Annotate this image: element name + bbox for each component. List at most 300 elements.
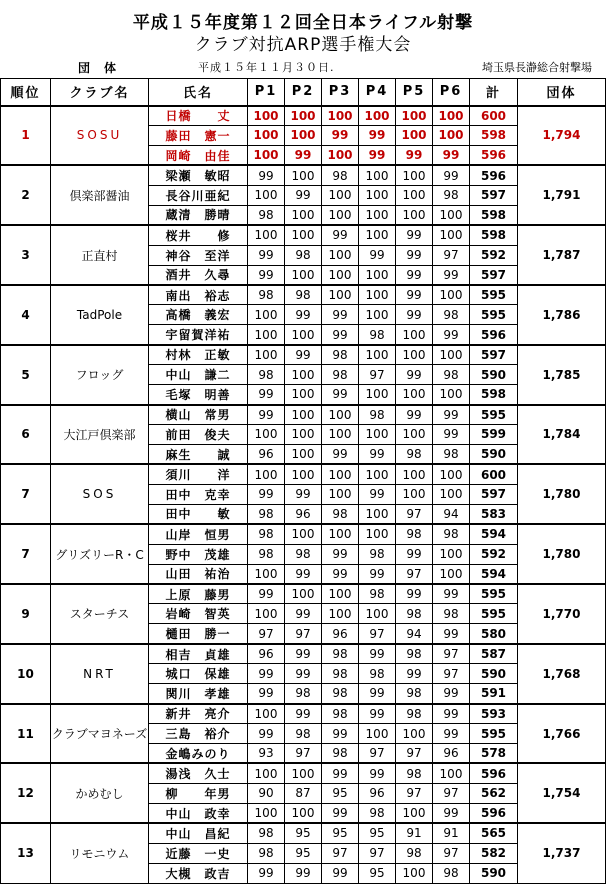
score-p2: 87: [285, 783, 322, 803]
score-p4: 100: [359, 524, 396, 544]
score-p6: 99: [433, 325, 470, 345]
shooter-name: 岡崎 由佳: [149, 145, 248, 165]
score-p1: 96: [248, 644, 285, 664]
shooter-total: 595: [470, 405, 518, 425]
shooter-name: 湯浅 久士: [149, 763, 248, 783]
score-p5: 99: [396, 265, 433, 285]
shooter-name: 城口 保雄: [149, 664, 248, 684]
score-p3: 100: [322, 265, 359, 285]
shooter-total: 562: [470, 783, 518, 803]
score-p2: 95: [285, 843, 322, 863]
team-total: 1,770: [518, 584, 606, 644]
shooter-total: 565: [470, 823, 518, 843]
score-p4: 100: [359, 385, 396, 405]
score-p3: 99: [322, 444, 359, 464]
score-p5: 100: [396, 484, 433, 504]
score-p4: 97: [359, 624, 396, 644]
team-rank: 6: [1, 405, 51, 465]
score-p2: 100: [285, 385, 322, 405]
event-date: 平成１５年１１月３０日.: [198, 61, 335, 74]
score-p2: 97: [285, 624, 322, 644]
shooter-name: 毛塚 明善: [149, 385, 248, 405]
score-p5: 99: [396, 365, 433, 385]
shooter-total: 596: [470, 145, 518, 165]
score-p1: 99: [248, 484, 285, 504]
shooter-total: 600: [470, 106, 518, 126]
table-row: [1, 763, 606, 783]
score-p5: 98: [396, 684, 433, 704]
score-p4: 99: [359, 145, 396, 165]
score-p1: 98: [248, 365, 285, 385]
team-rank: 5: [1, 345, 51, 405]
header-p1: P1: [248, 79, 285, 106]
score-p5: 99: [396, 225, 433, 245]
score-p5: 98: [396, 444, 433, 464]
score-p3: 99: [322, 803, 359, 823]
score-p2: 98: [285, 285, 322, 305]
score-p2: 99: [285, 644, 322, 664]
table-row: [1, 823, 606, 843]
score-p2: 100: [285, 165, 322, 185]
score-p1: 96: [248, 444, 285, 464]
score-p5: 97: [396, 783, 433, 803]
shooter-total: 578: [470, 744, 518, 764]
score-p1: 99: [248, 584, 285, 604]
score-p4: 100: [359, 106, 396, 126]
header-p2: P2: [285, 79, 322, 106]
score-p3: 98: [322, 644, 359, 664]
score-p1: 100: [248, 704, 285, 724]
score-p4: 99: [359, 245, 396, 265]
score-p4: 100: [359, 345, 396, 365]
team-club-name: かめむし: [51, 763, 149, 823]
score-p3: 95: [322, 783, 359, 803]
score-p2: 99: [285, 704, 322, 724]
shooter-name: 神谷 至洋: [149, 245, 248, 265]
score-p1: 99: [248, 724, 285, 744]
score-p2: 98: [285, 544, 322, 564]
shooter-name: 前田 俊夫: [149, 425, 248, 445]
score-p1: 97: [248, 624, 285, 644]
team-club-name: NRT: [51, 644, 149, 704]
team-rank: 4: [1, 285, 51, 345]
shooter-name: 新井 亮介: [149, 704, 248, 724]
score-p3: 100: [322, 185, 359, 205]
score-p5: 100: [396, 106, 433, 126]
score-p3: 100: [322, 106, 359, 126]
score-p1: 99: [248, 385, 285, 405]
header-p4: P4: [359, 79, 396, 106]
shooter-name: 酒井 久尋: [149, 265, 248, 285]
score-p6: 98: [433, 604, 470, 624]
team-total: 1,780: [518, 464, 606, 524]
score-p2: 100: [285, 425, 322, 445]
score-p1: 98: [248, 544, 285, 564]
team-rank: 13: [1, 823, 51, 883]
header-name: 氏名: [149, 79, 248, 106]
score-p3: 98: [322, 365, 359, 385]
shooter-name: 岩崎 智英: [149, 604, 248, 624]
team-total: 1,737: [518, 823, 606, 883]
shooter-total: 596: [470, 165, 518, 185]
score-p6: 99: [433, 425, 470, 445]
score-p6: 100: [433, 544, 470, 564]
score-p5: 98: [396, 524, 433, 544]
score-p2: 96: [285, 504, 322, 524]
score-p6: 98: [433, 863, 470, 883]
shooter-total: 596: [470, 803, 518, 823]
team-total: 1,791: [518, 165, 606, 225]
score-p2: 95: [285, 823, 322, 843]
shooter-name: 中山 謙二: [149, 365, 248, 385]
score-p4: 99: [359, 763, 396, 783]
score-p6: 96: [433, 744, 470, 764]
score-p2: 100: [285, 584, 322, 604]
shooter-name: 大槻 政吉: [149, 863, 248, 883]
score-p1: 100: [248, 305, 285, 325]
score-p2: 100: [285, 405, 322, 425]
shooter-name: 近藤 一史: [149, 843, 248, 863]
score-p2: 100: [285, 365, 322, 385]
score-p4: 100: [359, 165, 396, 185]
score-p6: 99: [433, 624, 470, 644]
score-p3: 98: [322, 744, 359, 764]
shooter-total: 590: [470, 444, 518, 464]
score-p6: 100: [433, 484, 470, 504]
score-p3: 100: [322, 285, 359, 305]
table-row: [1, 644, 606, 664]
score-p4: 100: [359, 265, 396, 285]
score-p6: 100: [433, 285, 470, 305]
score-p4: 100: [359, 425, 396, 445]
shooter-total: 597: [470, 265, 518, 285]
team-total: 1,780: [518, 524, 606, 584]
shooter-name: 長谷川亜紀: [149, 185, 248, 205]
score-p3: 100: [322, 405, 359, 425]
shooter-total: 595: [470, 305, 518, 325]
header-row: [1, 79, 606, 106]
score-p1: 100: [248, 185, 285, 205]
score-p3: 98: [322, 704, 359, 724]
score-p1: 98: [248, 205, 285, 225]
table-row: [1, 405, 606, 425]
score-p3: 98: [322, 504, 359, 524]
score-p5: 97: [396, 744, 433, 764]
shooter-name: 柳 年男: [149, 783, 248, 803]
results-body: [1, 106, 606, 884]
team-club-name: クラブマヨネーズ: [51, 704, 149, 764]
score-p2: 100: [285, 524, 322, 544]
score-p4: 97: [359, 365, 396, 385]
score-p6: 100: [433, 205, 470, 225]
score-p4: 99: [359, 644, 396, 664]
score-p4: 99: [359, 484, 396, 504]
shooter-name: 田中 克幸: [149, 484, 248, 504]
score-p1: 99: [248, 863, 285, 883]
score-p6: 91: [433, 823, 470, 843]
team-club-name: スターチス: [51, 584, 149, 644]
score-p1: 100: [248, 564, 285, 584]
score-p4: 98: [359, 803, 396, 823]
score-p4: 99: [359, 564, 396, 584]
score-p1: 98: [248, 823, 285, 843]
shooter-total: 596: [470, 763, 518, 783]
score-p3: 100: [322, 524, 359, 544]
score-p2: 100: [285, 803, 322, 823]
score-p6: 99: [433, 584, 470, 604]
shooter-name: 山岸 恒男: [149, 524, 248, 544]
shooter-name: 中山 昌紀: [149, 823, 248, 843]
table-row: [1, 225, 606, 245]
score-p6: 99: [433, 704, 470, 724]
score-p5: 98: [396, 704, 433, 724]
shooter-name: 三島 裕介: [149, 724, 248, 744]
score-p5: 98: [396, 644, 433, 664]
score-p6: 97: [433, 644, 470, 664]
shooter-total: 598: [470, 385, 518, 405]
score-p4: 100: [359, 225, 396, 245]
score-p3: 100: [322, 425, 359, 445]
score-p2: 100: [285, 225, 322, 245]
score-p4: 98: [359, 405, 396, 425]
score-p2: 100: [285, 125, 322, 145]
score-p3: 95: [322, 823, 359, 843]
score-p5: 97: [396, 504, 433, 524]
shooter-name: 蔵清 勝晴: [149, 205, 248, 225]
score-p4: 96: [359, 783, 396, 803]
table-row: [1, 285, 606, 305]
score-p4: 100: [359, 464, 396, 484]
score-p6: 100: [433, 564, 470, 584]
score-p6: 98: [433, 524, 470, 544]
score-p3: 98: [322, 165, 359, 185]
score-p1: 100: [248, 225, 285, 245]
score-p6: 99: [433, 145, 470, 165]
shooter-name: 日橋 丈: [149, 106, 248, 126]
score-p2: 100: [285, 763, 322, 783]
shooter-total: 595: [470, 724, 518, 744]
score-p1: 100: [248, 464, 285, 484]
score-p2: 100: [285, 325, 322, 345]
score-p6: 100: [433, 345, 470, 365]
score-p1: 98: [248, 843, 285, 863]
event-venue: 埼玉県長瀞総合射撃場: [482, 61, 592, 74]
score-p1: 100: [248, 803, 285, 823]
table-row: [1, 165, 606, 185]
shooter-total: 590: [470, 365, 518, 385]
table-row: [1, 464, 606, 484]
score-p4: 95: [359, 823, 396, 843]
shooter-name: 相吉 貞雄: [149, 644, 248, 664]
score-p3: 99: [322, 763, 359, 783]
score-p4: 97: [359, 744, 396, 764]
score-p2: 99: [285, 345, 322, 365]
score-p3: 100: [322, 205, 359, 225]
score-p6: 99: [433, 684, 470, 704]
team-total: 1,754: [518, 763, 606, 823]
team-total: 1,787: [518, 225, 606, 285]
shooter-name: 山田 祐治: [149, 564, 248, 584]
score-p2: 99: [285, 145, 322, 165]
shooter-total: 580: [470, 624, 518, 644]
team-total: 1,794: [518, 106, 606, 166]
shooter-name: 金嶋みのり: [149, 744, 248, 764]
team-rank: 9: [1, 584, 51, 644]
score-p2: 98: [285, 245, 322, 265]
score-p3: 99: [322, 564, 359, 584]
score-p1: 99: [248, 405, 285, 425]
score-p6: 97: [433, 843, 470, 863]
shooter-name: 中山 政幸: [149, 803, 248, 823]
score-p5: 100: [396, 345, 433, 365]
shooter-total: 598: [470, 205, 518, 225]
score-p2: 99: [285, 604, 322, 624]
header-team: 団体: [518, 79, 606, 106]
score-p5: 100: [396, 165, 433, 185]
shooter-name: 村林 正敏: [149, 345, 248, 365]
header-p6: P6: [433, 79, 470, 106]
score-p3: 99: [322, 225, 359, 245]
score-p6: 99: [433, 803, 470, 823]
score-p4: 99: [359, 125, 396, 145]
score-p4: 100: [359, 305, 396, 325]
shooter-total: 598: [470, 125, 518, 145]
team-club-name: 倶楽部醤油: [51, 165, 149, 225]
score-p5: 99: [396, 305, 433, 325]
score-p3: 100: [322, 464, 359, 484]
score-p3: 99: [322, 385, 359, 405]
score-p3: 99: [322, 325, 359, 345]
shooter-total: 595: [470, 584, 518, 604]
team-club-name: 正直村: [51, 225, 149, 285]
score-p1: 100: [248, 145, 285, 165]
score-p5: 99: [396, 405, 433, 425]
score-p5: 100: [396, 863, 433, 883]
score-p4: 98: [359, 544, 396, 564]
score-p6: 98: [433, 365, 470, 385]
shooter-name: 樋田 勝一: [149, 624, 248, 644]
shooter-total: 582: [470, 843, 518, 863]
score-p6: 97: [433, 245, 470, 265]
score-p5: 100: [396, 425, 433, 445]
shooter-total: 596: [470, 325, 518, 345]
team-total: 1,766: [518, 704, 606, 764]
shooter-total: 600: [470, 464, 518, 484]
shooter-name: 田中 敏: [149, 504, 248, 524]
score-p3: 99: [322, 863, 359, 883]
header-rank: 順位: [1, 79, 51, 106]
shooter-name: 麻生 誠: [149, 444, 248, 464]
shooter-total: 587: [470, 644, 518, 664]
shooter-total: 597: [470, 185, 518, 205]
score-p2: 99: [285, 564, 322, 584]
team-club-name: フロッグ: [51, 345, 149, 405]
score-p6: 94: [433, 504, 470, 524]
score-p4: 99: [359, 704, 396, 724]
shooter-total: 592: [470, 245, 518, 265]
score-p1: 99: [248, 684, 285, 704]
score-p1: 100: [248, 763, 285, 783]
results-table: [0, 78, 606, 884]
score-p4: 97: [359, 843, 396, 863]
score-p1: 100: [248, 345, 285, 365]
score-p4: 100: [359, 285, 396, 305]
shooter-total: 594: [470, 564, 518, 584]
score-p5: 100: [396, 803, 433, 823]
score-p3: 96: [322, 624, 359, 644]
shooter-total: 597: [470, 484, 518, 504]
score-p5: 100: [396, 724, 433, 744]
score-p2: 99: [285, 484, 322, 504]
team-total: 1,784: [518, 405, 606, 465]
shooter-name: 桜井 修: [149, 225, 248, 245]
score-p1: 99: [248, 245, 285, 265]
score-p2: 100: [285, 464, 322, 484]
score-p2: 98: [285, 684, 322, 704]
shooter-total: 597: [470, 345, 518, 365]
score-p2: 100: [285, 106, 322, 126]
document-header: [0, 0, 606, 78]
score-p5: 100: [396, 464, 433, 484]
table-row: [1, 106, 606, 126]
score-p5: 99: [396, 584, 433, 604]
score-p5: 94: [396, 624, 433, 644]
score-p1: 100: [248, 125, 285, 145]
title-line-2: クラブ対抗ARP選手権大会: [194, 35, 412, 55]
score-p4: 100: [359, 504, 396, 524]
score-p5: 98: [396, 763, 433, 783]
score-p5: 98: [396, 604, 433, 624]
score-p3: 100: [322, 584, 359, 604]
shooter-total: 595: [470, 285, 518, 305]
score-p3: 98: [322, 684, 359, 704]
header-sum: 計: [470, 79, 518, 106]
score-p4: 100: [359, 185, 396, 205]
score-p4: 95: [359, 863, 396, 883]
score-p4: 99: [359, 684, 396, 704]
table-row: [1, 704, 606, 724]
score-p1: 98: [248, 504, 285, 524]
team-total: 1,786: [518, 285, 606, 345]
score-p3: 98: [322, 664, 359, 684]
team-rank: 10: [1, 644, 51, 704]
score-p2: 97: [285, 744, 322, 764]
shooter-name: 上原 藤男: [149, 584, 248, 604]
score-p6: 97: [433, 783, 470, 803]
score-p5: 97: [396, 564, 433, 584]
team-rank: 7: [1, 524, 51, 584]
shooter-total: 598: [470, 225, 518, 245]
team-club-name: SOS: [51, 464, 149, 524]
score-p6: 100: [433, 125, 470, 145]
score-p5: 99: [396, 544, 433, 564]
shooter-name: 梁瀬 敏昭: [149, 165, 248, 185]
score-p6: 98: [433, 185, 470, 205]
title-line-1: 平成１５年度第１２回全日本ライフル射撃: [132, 13, 474, 33]
score-p5: 100: [396, 325, 433, 345]
score-p5: 91: [396, 823, 433, 843]
team-rank: 1: [1, 106, 51, 166]
score-p5: 99: [396, 145, 433, 165]
team-rank: 2: [1, 165, 51, 225]
score-p2: 99: [285, 664, 322, 684]
score-p4: 99: [359, 444, 396, 464]
shooter-total: 591: [470, 684, 518, 704]
team-club-name: グリズリーR・C: [51, 524, 149, 584]
category-label: 団体: [78, 61, 131, 75]
score-p1: 98: [248, 524, 285, 544]
score-p1: 93: [248, 744, 285, 764]
